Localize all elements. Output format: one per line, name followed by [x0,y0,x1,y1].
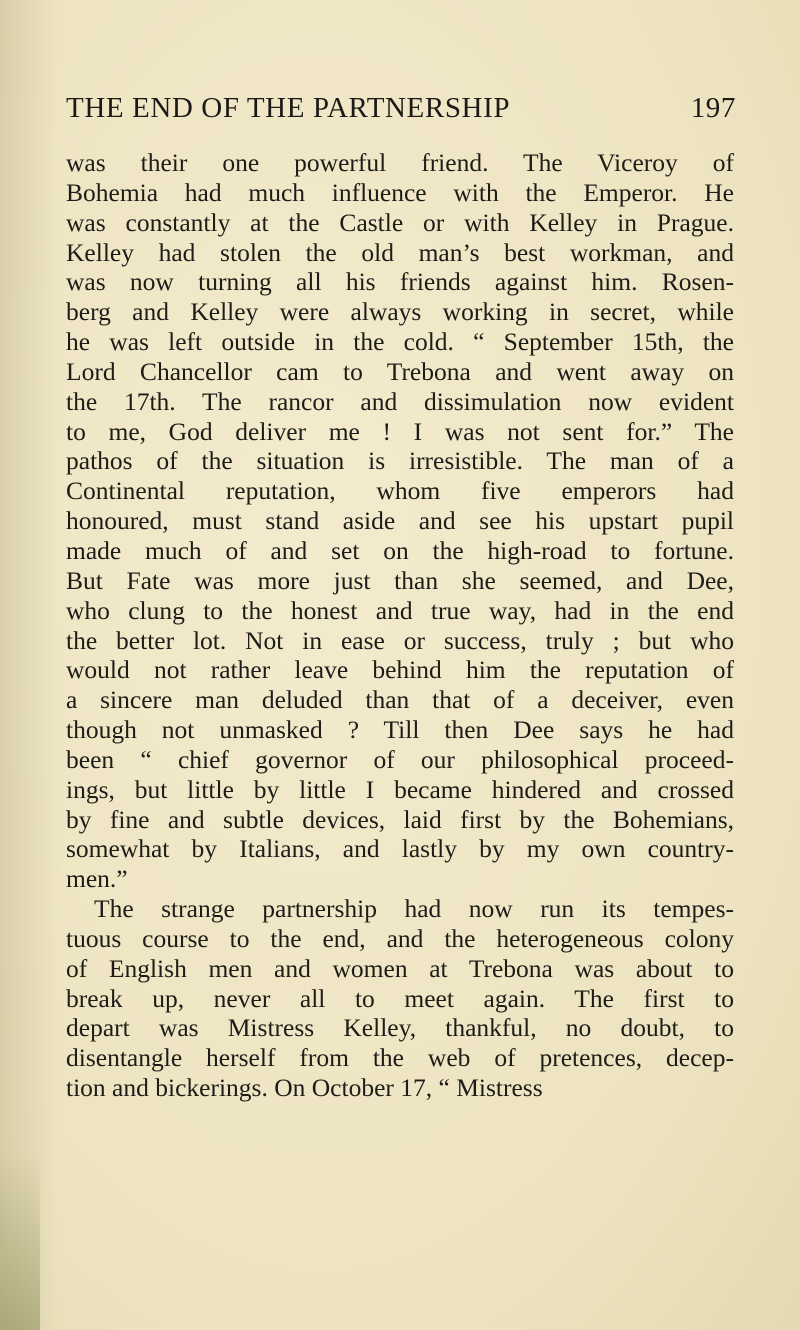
text-line: of English men and women at Trebona was about to [66,953,734,983]
text-line: disentangle herself from the web of pretences, decep- [66,1043,734,1073]
text-line: to me, God deliver me ! I was not sent for.” The [66,416,734,446]
text-line: Continental reputation, whom five emperors had [66,476,734,506]
text-line: would not rather leave behind him the reputation of [66,655,734,685]
text-line: was constantly at the Castle or with Kelley in Prague. [66,207,734,237]
running-head [66,92,736,132]
page-number: 197 [690,92,736,124]
text-line: honoured, must stand aside and see his upstart pupil [66,506,734,536]
running-title: THE END OF THE PARTNERSHIP [66,92,511,124]
text-line: break up, never all to meet again. The first to [66,983,734,1013]
text-line: men.” [66,864,128,894]
text-line: tuous course to the end, and the heterogeneous colony [66,923,734,953]
text-line: Kelley had stolen the old man’s best workman, and [66,237,734,267]
text-line: pathos of the situation is irresistible. The man of a [66,446,734,476]
text-line: was now turning all his friends against him. Rosen- [66,267,734,297]
text-line: a sincere man deluded than that of a deceiver, even [66,685,734,715]
text-line: berg and Kelley were always working in secret, while [66,297,734,327]
text-line: The strange partnership had now run its tempes- [94,894,734,924]
text-line: by fine and subtle devices, laid first by the Bohemians, [66,804,734,834]
text-line: who clung to the honest and true way, had in the end [66,595,734,625]
text-line: the better lot. Not in ease or success, truly ; but who [66,625,734,655]
text-line: though not unmasked ? Till then Dee says he had [66,715,734,745]
text-line: ings, but little by little I became hindered and crossed [66,774,734,804]
text-line: made much of and set on the high-road to fortune. [66,535,734,565]
body-text [66,148,734,1103]
text-line: he was left outside in the cold. “ September 15th, the [66,327,734,357]
text-line: somewhat by Italians, and lastly by my own country- [66,834,734,864]
page-edge-shadow [0,1150,40,1330]
text-line: was their one powerful friend. The Viceroy of [66,148,734,177]
text-line: tion and bickerings. On October 17, “ Mistress [66,1073,543,1103]
text-line: But Fate was more just than she seemed, and Dee, [66,565,734,595]
text-line: Lord Chancellor cam to Trebona and went away on [66,356,734,386]
text-line: been “ chief governor of our philosophical proceed- [66,744,734,774]
text-line: the 17th. The rancor and dissimulation now evident [66,386,734,416]
text-line: Bohemia had much influence with the Emperor. He [66,177,734,207]
text-line: depart was Mistress Kelley, thankful, no doubt, to [66,1013,734,1043]
